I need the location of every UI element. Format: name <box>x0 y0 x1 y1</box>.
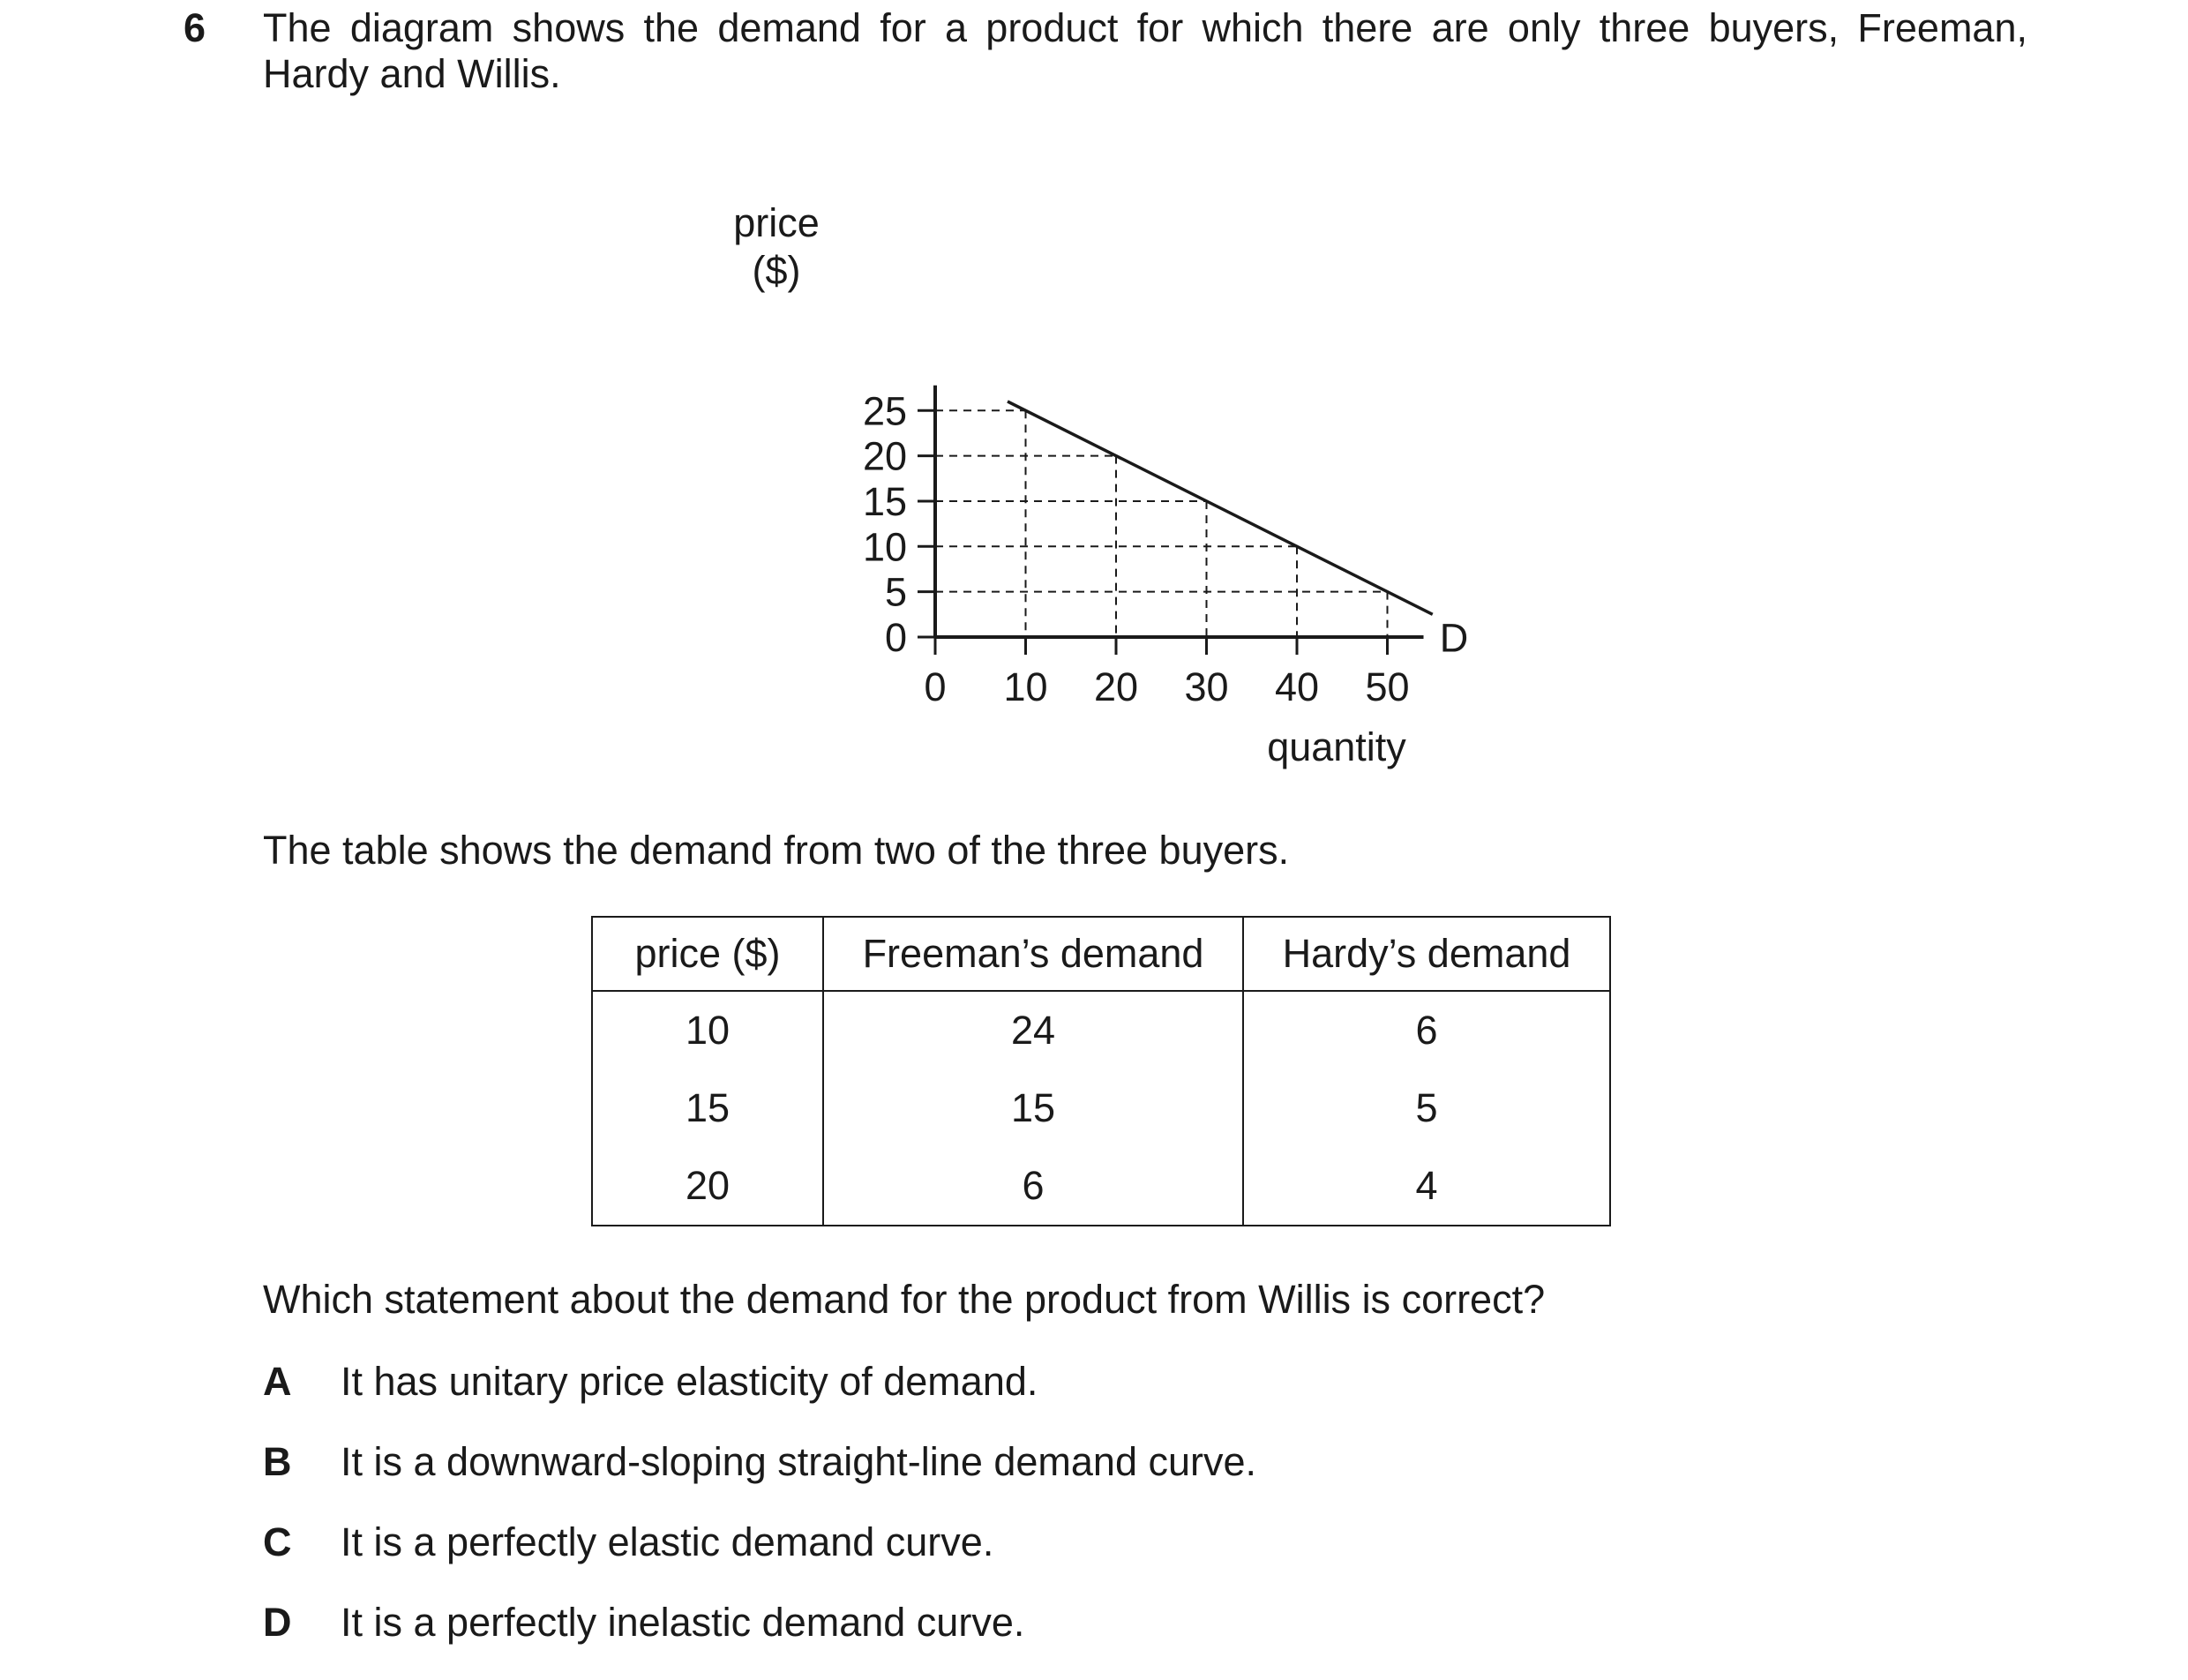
header-hardy: Hardy’s demand <box>1243 917 1610 991</box>
option-letter: A <box>263 1359 292 1404</box>
y-axis-label-line1: price <box>733 200 820 245</box>
x-tick-label: 0 <box>924 664 947 709</box>
header-price: price ($) <box>592 917 823 991</box>
y-tick-label: 20 <box>862 433 907 479</box>
table-intro: The table shows the demand from two of the three buyers. <box>263 828 1290 873</box>
option-text: It is a downward-sloping straight-line demand curve. <box>341 1439 1257 1484</box>
y-tick-label: 0 <box>884 615 907 660</box>
cell-freeman: 24 <box>823 991 1243 1069</box>
cell-price: 10 <box>592 991 823 1069</box>
y-tick-label: 15 <box>862 478 907 524</box>
table-row <box>592 1069 1610 1147</box>
x-axis-label: quantity <box>1267 724 1406 769</box>
table-row <box>592 1147 1610 1226</box>
cell-freeman: 15 <box>823 1069 1243 1147</box>
y-tick-label: 5 <box>884 569 907 615</box>
x-tick-label: 20 <box>1093 664 1139 709</box>
header-freeman: Freeman’s demand <box>823 917 1243 991</box>
table-header-row <box>592 917 1610 991</box>
cell-price: 15 <box>592 1069 823 1147</box>
question-prompt: Which statement about the demand for the product from Willis is correct? <box>263 1277 1546 1322</box>
y-axis-label-line2: ($) <box>752 248 801 293</box>
option-text: It is a perfectly elastic demand curve. <box>341 1519 994 1564</box>
question-number: 6 <box>184 5 206 50</box>
cell-hardy: 5 <box>1243 1069 1610 1147</box>
x-tick-label: 30 <box>1184 664 1229 709</box>
x-tick-label: 10 <box>1003 664 1048 709</box>
cell-price: 20 <box>592 1147 823 1226</box>
demand-curve-line <box>1008 401 1433 614</box>
option-text: It is a perfectly inelastic demand curve. <box>341 1600 1025 1645</box>
y-tick-label: 25 <box>862 388 907 434</box>
option-letter: D <box>263 1600 292 1645</box>
table-row <box>592 991 1610 1069</box>
question-stem: The diagram shows the demand for a product for which there are only three buyers, Freeman, Hardy and Willis. <box>263 5 2027 96</box>
option-text: It has unitary price elasticity of demand. <box>341 1359 1038 1404</box>
cell-hardy: 4 <box>1243 1147 1610 1226</box>
cell-hardy: 6 <box>1243 991 1610 1069</box>
y-tick-label: 10 <box>862 524 907 570</box>
demand-chart <box>0 0 2188 794</box>
cell-freeman: 6 <box>823 1147 1243 1226</box>
x-tick-label: 50 <box>1365 664 1410 709</box>
demand-table <box>591 916 1611 1226</box>
x-tick-label: 40 <box>1274 664 1320 709</box>
option-letter: B <box>263 1439 292 1484</box>
demand-curve-label: D <box>1439 615 1469 661</box>
option-letter: C <box>263 1519 292 1564</box>
